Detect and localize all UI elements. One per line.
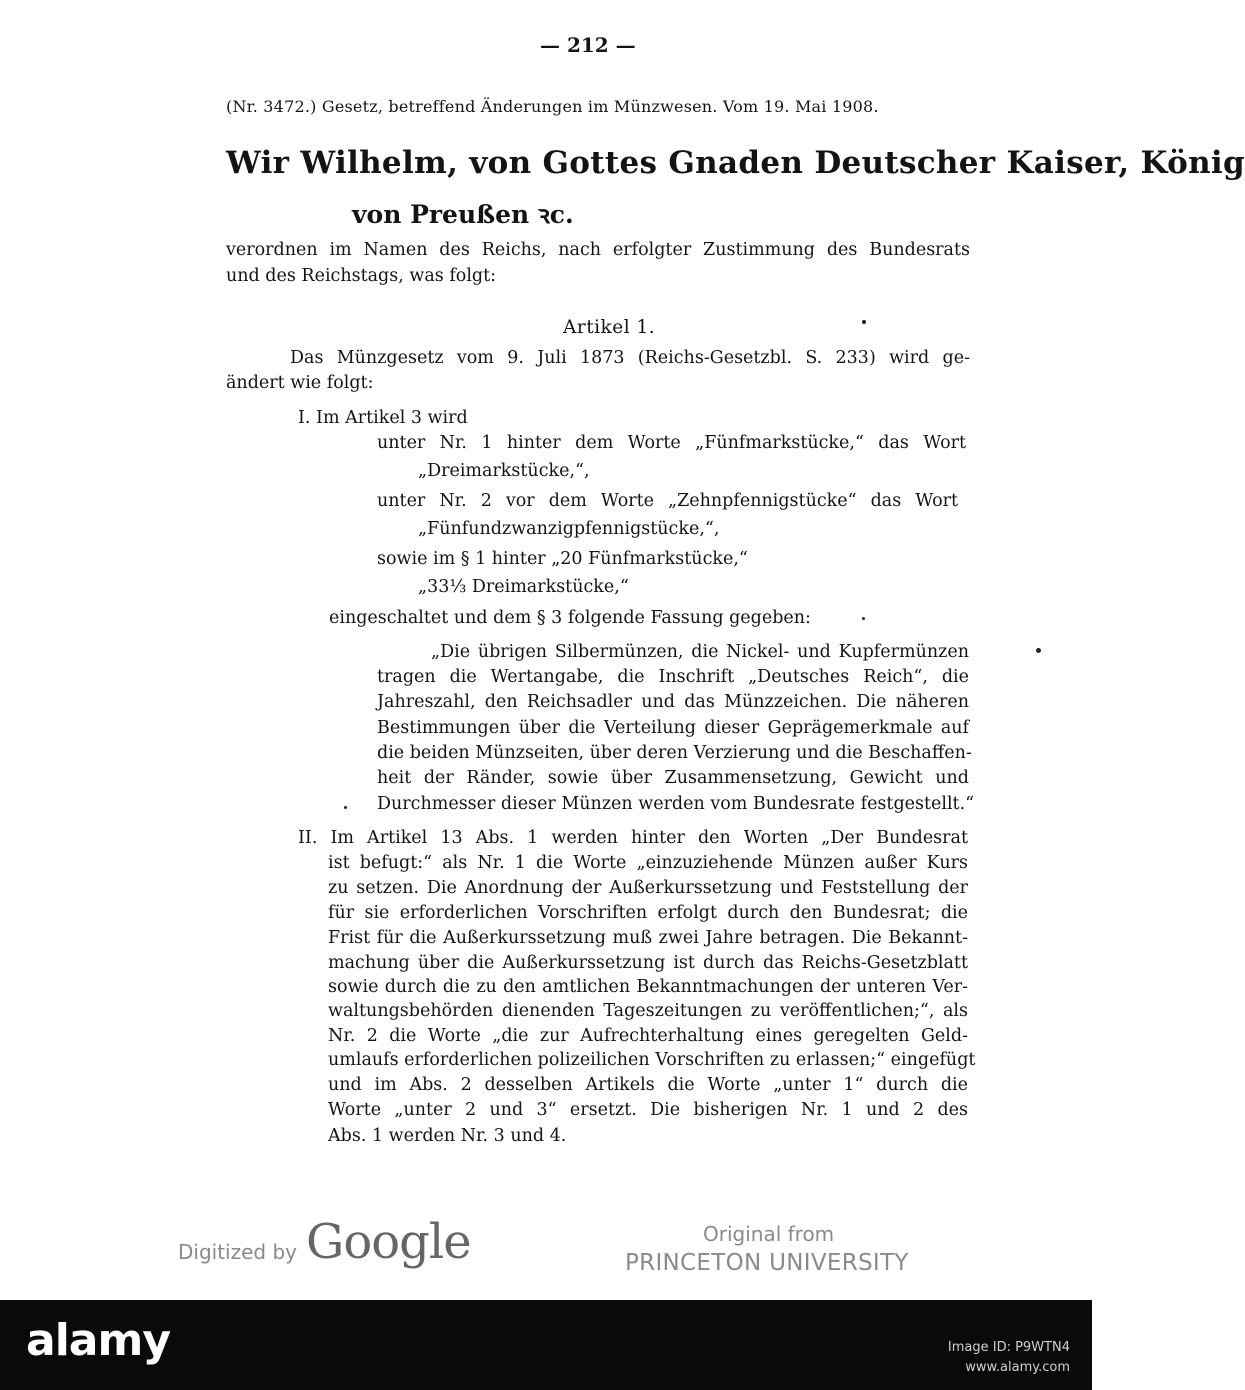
quote-line: Bestimmungen über die Verteilung dieser Geprägemerkmale auf <box>377 718 969 738</box>
title-line-1: Wir Wilhelm, von Gottes Gnaden Deutscher Kaiser, König <box>226 145 1245 181</box>
page-number: — 212 — <box>540 33 636 57</box>
para1-line-1: Das Münzgesetz vom 9. Juli 1873 (Reichs-Gesetzbl. S. 233) wird ge- <box>290 348 970 368</box>
item2-line: Worte „unter 2 und 3“ ersetzt. Die bisherigen Nr. 1 und 2 des <box>328 1100 968 1120</box>
item2-line: Abs. 1 werden Nr. 3 und 4. <box>328 1126 567 1146</box>
item2-line: sowie durch die zu den amtlichen Bekanntmachungen der unteren Ver- <box>328 977 968 997</box>
item2-line: II. Im Artikel 13 Abs. 1 werden hinter den Worten „Der Bundesrat <box>298 828 968 848</box>
item2-line: und im Abs. 2 desselben Artikels die Worte „unter 1“ durch die <box>328 1075 968 1095</box>
scan-speck <box>862 320 866 324</box>
alamy-logo: alamy <box>26 1315 170 1366</box>
scan-speck <box>862 617 865 620</box>
google-logo: Google <box>306 1214 471 1270</box>
princeton-university-label: PRINCETON UNIVERSITY <box>625 1250 909 1276</box>
title-line-2: von Preußen ꝛc. <box>352 200 574 229</box>
item1-line-1: unter Nr. 1 hinter dem Worte „Fünfmarkstücke,“ das Wort <box>377 433 966 453</box>
quote-line: Jahreszahl, den Reichsadler und das Münzzeichen. Die näheren <box>377 692 969 712</box>
digitized-by-label: Digitized by <box>178 1240 297 1264</box>
document-header: (Nr. 3472.) Gesetz, betreffend Änderungen im Münzwesen. Vom 19. Mai 1908. <box>226 97 879 116</box>
image-id-label: Image ID: P9WTN4 <box>947 1340 1070 1355</box>
quote-line: Durchmesser dieser Münzen werden vom Bundesrate festgestellt.“ <box>377 794 975 814</box>
item1-line-3: unter Nr. 2 vor dem Worte „Zehnpfennigstücke“ das Wort <box>377 491 958 511</box>
item2-line: für sie erforderlichen Vorschriften erfolgt durch den Bundesrat; die <box>328 903 968 923</box>
item2-line: machung über die Außerkurssetzung ist durch das Reichs-Gesetzblatt <box>328 953 968 973</box>
item2-line: umlaufs erforderlichen polizeilichen Vorschriften zu erlassen;“ eingefügt <box>328 1050 976 1070</box>
item1-line-5: sowie im § 1 hinter „20 Fünfmarkstücke,“ <box>377 549 748 569</box>
item1-line-6: „33⅓ Dreimarkstücke,“ <box>418 577 629 597</box>
intro-line-2: und des Reichstags, was folgt: <box>226 266 497 286</box>
item1-line-2: „Dreimarkstücke,“, <box>418 461 590 481</box>
article-heading: Artikel 1. <box>563 317 656 338</box>
site-url-label: www.alamy.com <box>965 1360 1070 1375</box>
scan-speck <box>1036 648 1041 653</box>
item1-heading: I. Im Artikel 3 wird <box>298 408 468 428</box>
item1-line-4: „Fünfundzwanzigpfennigstücke,“, <box>418 519 720 539</box>
para1-line-2: ändert wie folgt: <box>226 373 374 393</box>
item1-line-7: eingeschaltet und dem § 3 folgende Fassung gegeben: <box>329 608 811 628</box>
scan-speck <box>344 806 347 809</box>
item2-line: Frist für die Außerkurssetzung muß zwei Jahre betragen. Die Bekannt- <box>328 928 968 948</box>
quote-line: die beiden Münzseiten, über deren Verzierung und die Beschaffen- <box>377 743 972 763</box>
quote-line: heit der Ränder, sowie über Zusammensetzung, Gewicht und <box>377 768 969 788</box>
quote-line: „Die übrigen Silbermünzen, die Nickel- und Kupfermünzen <box>431 642 969 662</box>
quote-line: tragen die Wertangabe, die Inschrift „Deutsches Reich“, die <box>377 667 969 687</box>
item2-line: waltungsbehörden dienenden Tageszeitungen zu veröffentlichen;“, als <box>328 1001 968 1021</box>
item2-line: Nr. 2 die Worte „die zur Aufrechterhaltung eines geregelten Geld- <box>328 1026 968 1046</box>
original-from-label: Original from <box>703 1222 835 1246</box>
item2-line: ist befugt:“ als Nr. 1 die Worte „einzuziehende Münzen außer Kurs <box>328 853 968 873</box>
item2-line: zu setzen. Die Anordnung der Außerkurssetzung und Feststellung der <box>328 878 968 898</box>
intro-line-1: verordnen im Namen des Reichs, nach erfolgter Zustimmung des Bundesrats <box>226 240 970 260</box>
